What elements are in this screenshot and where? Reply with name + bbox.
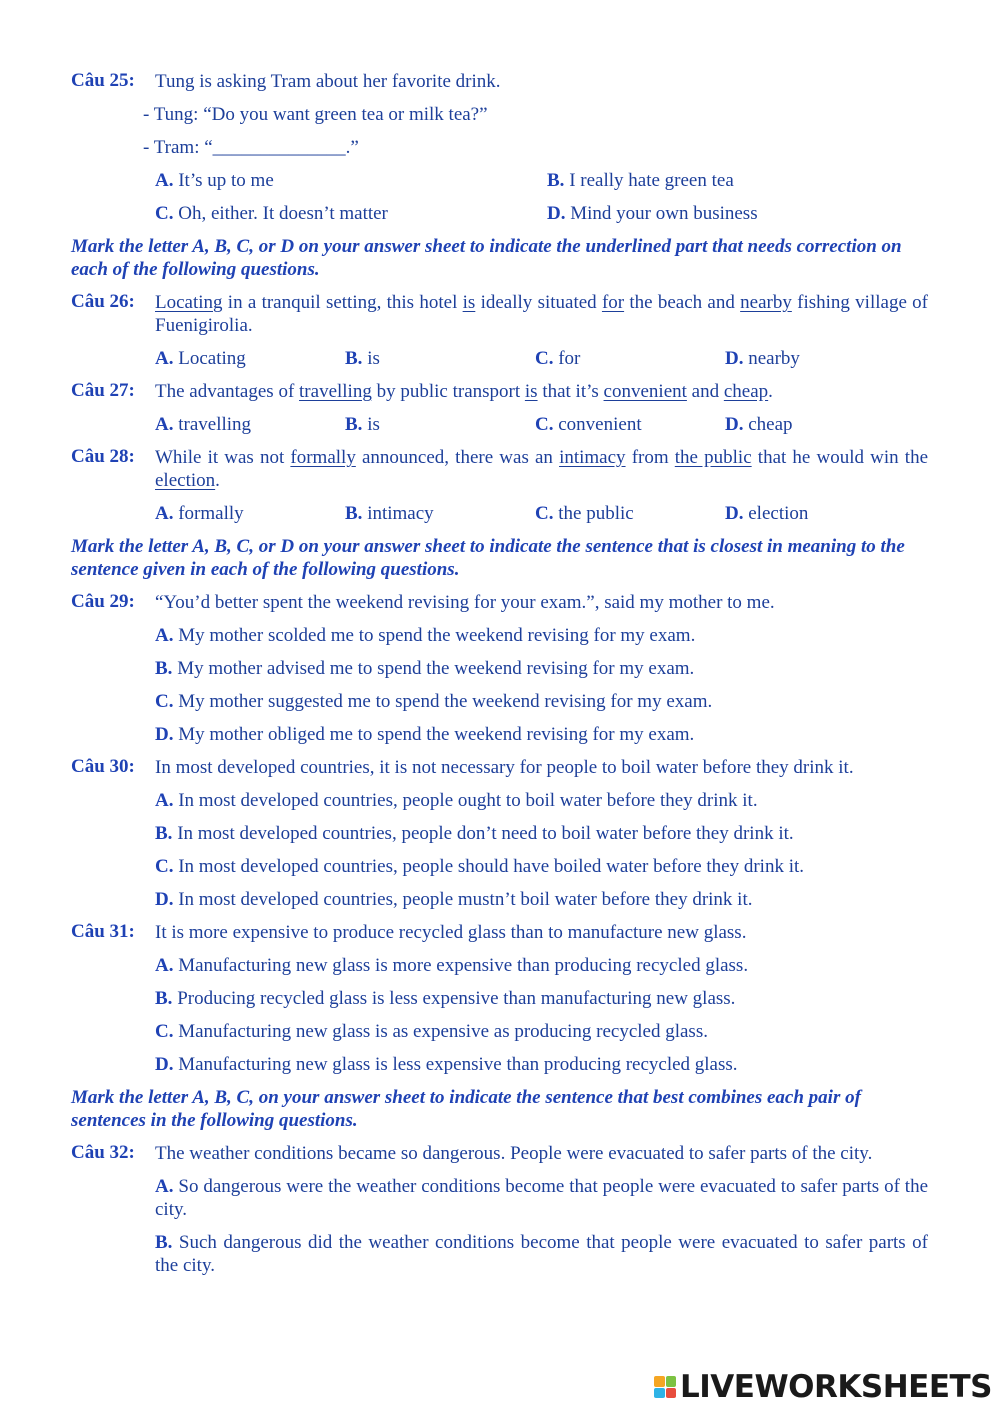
option-d[interactable]: D. Manufacturing new glass is less expensive than producing recycled glass. — [155, 1054, 738, 1075]
answer-options — [155, 169, 928, 225]
worksheet-page — [71, 70, 928, 1287]
underlined-part-d: election — [155, 470, 216, 491]
answer-options — [71, 954, 928, 1076]
answer-options — [155, 413, 928, 436]
option-c[interactable]: C. Manufacturing new glass is as expensive as producing recycled glass. — [155, 1021, 708, 1042]
option-c[interactable]: C. My mother suggested me to spend the weekend revising for my exam. — [155, 691, 713, 712]
option-a[interactable]: A. In most developed countries, people ought to boil water before they drink it. — [155, 790, 758, 811]
question-text: In most developed countries, it is not necessary for people to boil water before they drink it. — [155, 757, 854, 778]
question-31 — [71, 921, 928, 1076]
option-a[interactable]: A. Manufacturing new glass is more expensive than producing recycled glass. — [155, 955, 749, 976]
option-d[interactable]: D. Mind your own business — [547, 203, 758, 224]
answer-options — [155, 502, 928, 525]
option-a[interactable]: A. My mother scolded me to spend the weekend revising for my exam. — [155, 625, 696, 646]
question-label: Câu 31: — [71, 921, 135, 942]
underlined-part-b: is — [462, 292, 476, 313]
option-b[interactable]: B. In most developed countries, people don’t need to boil water before they drink it. — [155, 823, 794, 844]
underlined-part-d: nearby — [740, 292, 792, 313]
question-text: It is more expensive to produce recycled glass than to manufacture new glass. — [155, 922, 747, 943]
question-text: While it was not formally announced, there was an intimacy from the public that he would win the election. — [155, 447, 929, 491]
question-text: Tung is asking Tram about her favorite drink. — [155, 71, 501, 92]
question-27 — [71, 380, 928, 436]
section-instruction: Mark the letter A, B, C, on your answer sheet to indicate the sentence that best combines each pair of sentences in the following questions. — [71, 1087, 861, 1131]
underlined-part-a: Locating — [155, 292, 223, 313]
question-label: Câu 27: — [71, 380, 135, 401]
underlined-part-d: cheap — [723, 381, 769, 402]
answer-options — [71, 1175, 928, 1277]
answer-options — [71, 789, 928, 911]
question-text: Locating in a tranquil setting, this hotel is ideally situated for the beach and nearby fishing village of Fuenigirolia. — [155, 292, 928, 336]
underlined-part-c: the public — [674, 447, 752, 468]
question-25 — [71, 70, 928, 225]
option-b[interactable]: B. is — [345, 348, 380, 369]
option-d[interactable]: D. nearby — [725, 348, 800, 369]
question-label: Câu 28: — [71, 446, 135, 467]
underlined-part-b: intimacy — [559, 447, 626, 468]
question-label: Câu 30: — [71, 756, 135, 777]
option-c[interactable]: C. for — [535, 348, 581, 369]
question-28 — [71, 446, 928, 525]
dialog-line: - Tung: “Do you want green tea or milk tea?” — [143, 104, 488, 125]
option-b[interactable]: B. is — [345, 414, 380, 435]
section-instruction: Mark the letter A, B, C, or D on your answer sheet to indicate the sentence that is closest in meaning to the sentence given in each of the following questions. — [71, 536, 905, 580]
underlined-part-c: for — [601, 292, 625, 313]
question-text: The weather conditions became so dangerous. People were evacuated to safer parts of the city. — [155, 1143, 873, 1164]
underlined-part-a: travelling — [299, 381, 372, 402]
underlined-part-a: formally — [290, 447, 356, 468]
option-b[interactable]: B. intimacy — [345, 503, 434, 524]
option-a[interactable]: A. So dangerous were the weather conditions become that people were evacuated to safer parts of the city. — [155, 1176, 928, 1220]
question-32 — [71, 1142, 928, 1277]
dialog-line: - Tram: “______________.” — [143, 137, 359, 158]
liveworksheets-logo-icon — [654, 1376, 676, 1398]
question-30 — [71, 756, 928, 911]
question-29 — [71, 591, 928, 746]
liveworksheets-logo — [654, 1369, 992, 1405]
question-label: Câu 29: — [71, 591, 135, 612]
option-a[interactable]: A. Locating — [155, 348, 246, 369]
option-a[interactable]: A. travelling — [155, 414, 252, 435]
underlined-part-b: is — [524, 381, 538, 402]
option-d[interactable]: D. In most developed countries, people mustn’t boil water before they drink it. — [155, 889, 753, 910]
option-c[interactable]: C. In most developed countries, people should have boiled water before they drink it. — [155, 856, 805, 877]
option-c[interactable]: C. Oh, either. It doesn’t matter — [155, 203, 388, 224]
question-label: Câu 26: — [71, 291, 135, 312]
option-a[interactable]: A. It’s up to me — [155, 170, 274, 191]
option-b[interactable]: B. Such dangerous did the weather conditions become that people were evacuated to safer parts of the city. — [155, 1232, 928, 1276]
question-text: “You’d better spent the weekend revising for your exam.”, said my mother to me. — [155, 592, 775, 613]
option-c[interactable]: C. convenient — [535, 414, 642, 435]
question-text: The advantages of travelling by public transport is that it’s convenient and cheap. — [155, 381, 773, 402]
option-c[interactable]: C. the public — [535, 503, 634, 524]
underlined-part-c: convenient — [603, 381, 687, 402]
option-d[interactable]: D. cheap — [725, 414, 793, 435]
option-a[interactable]: A. formally — [155, 503, 244, 524]
option-d[interactable]: D. election — [725, 503, 809, 524]
logo-text: LIVEWORKSHEETS — [680, 1369, 992, 1405]
question-label: Câu 32: — [71, 1142, 135, 1163]
answer-options — [155, 347, 928, 370]
question-label: Câu 25: — [71, 70, 135, 91]
option-b[interactable]: B. Producing recycled glass is less expensive than manufacturing new glass. — [155, 988, 736, 1009]
option-d[interactable]: D. My mother obliged me to spend the weekend revising for my exam. — [155, 724, 695, 745]
option-b[interactable]: B. I really hate green tea — [547, 170, 734, 191]
answer-options — [71, 624, 928, 746]
section-instruction: Mark the letter A, B, C, or D on your answer sheet to indicate the underlined part that needs correction on each of the following questions. — [71, 236, 902, 280]
question-26 — [71, 291, 928, 370]
option-b[interactable]: B. My mother advised me to spend the weekend revising for my exam. — [155, 658, 695, 679]
